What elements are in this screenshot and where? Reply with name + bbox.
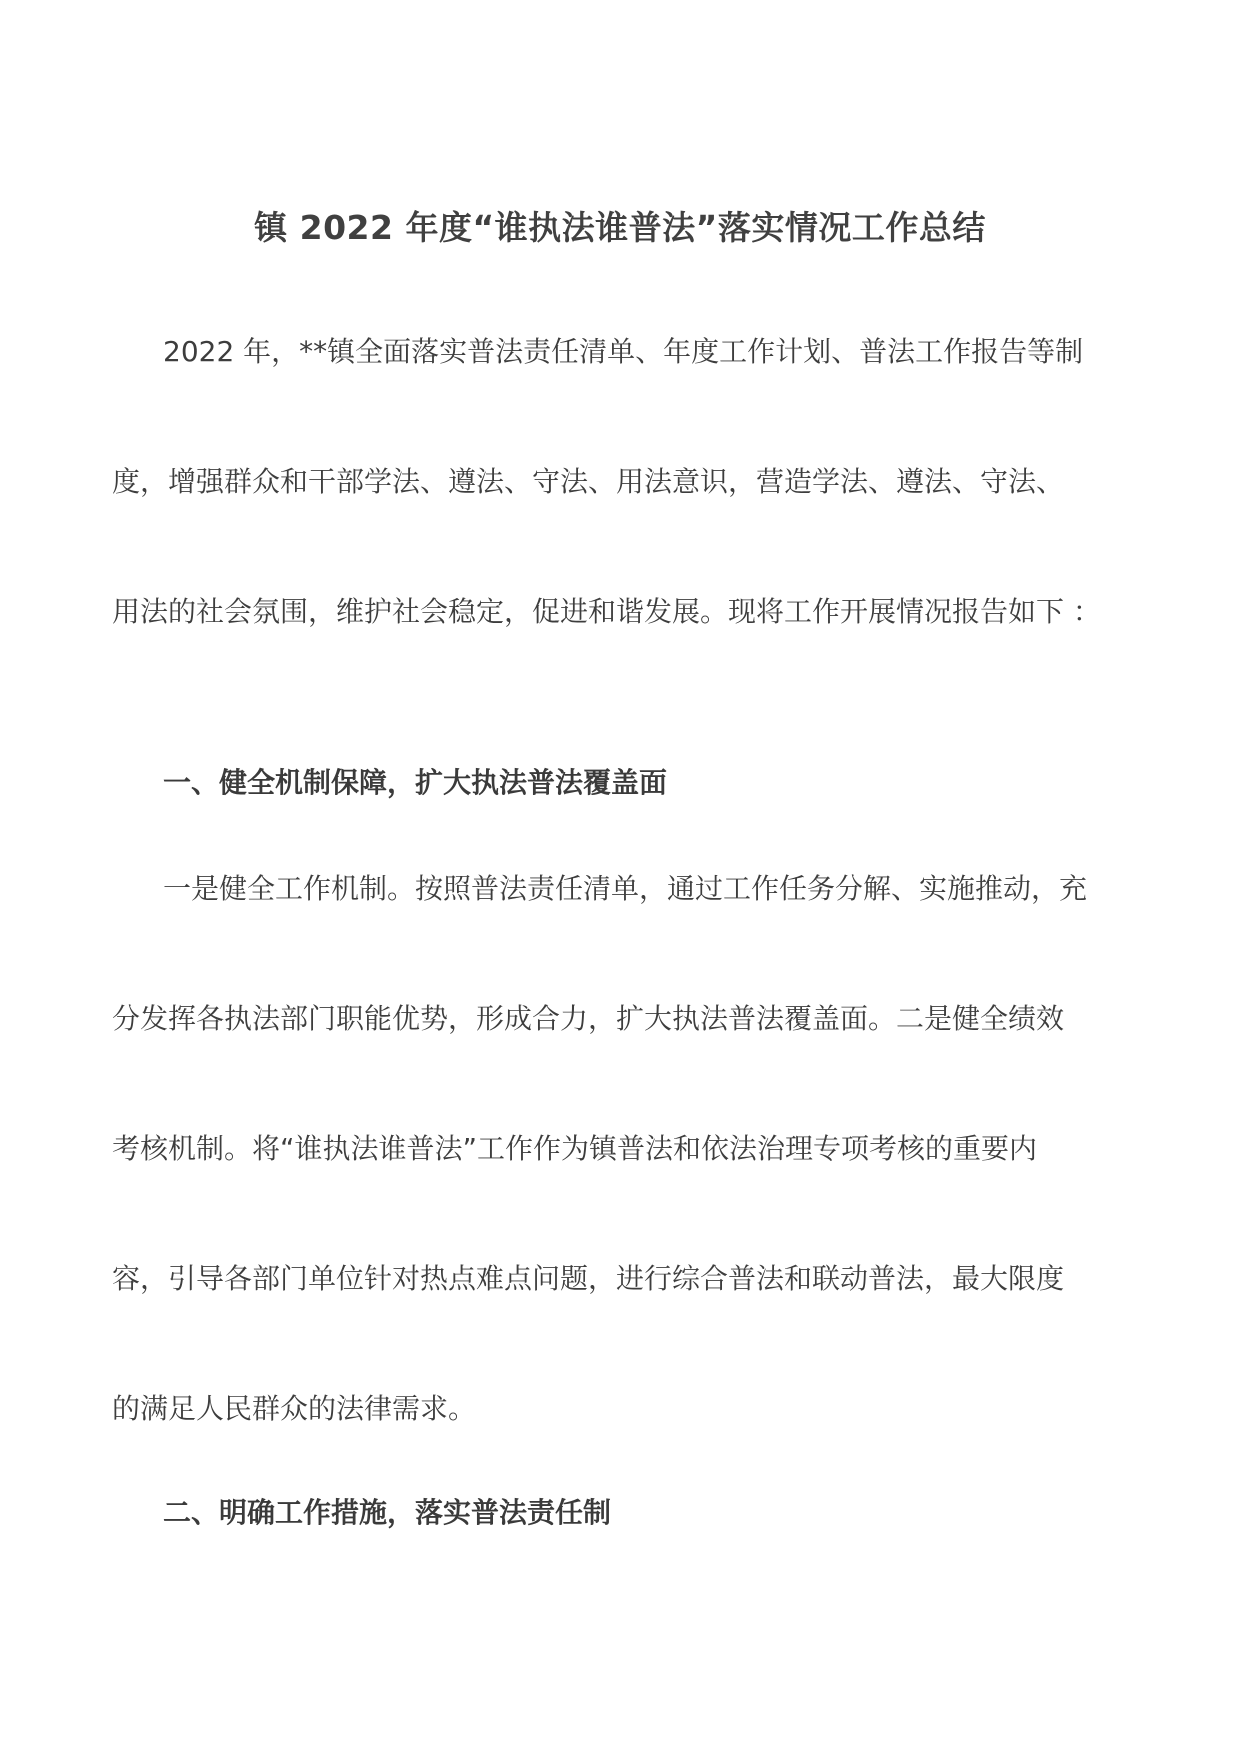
intro-line-1: 2022 年，**镇全面落实普法责任清单、年度工作计划、普法工作报告等制 (163, 335, 1084, 368)
section-1-line-3: 考核机制。将“谁执法谁普法”工作作为镇普法和依法治理专项考核的重要内 (112, 1132, 1038, 1165)
section-1-line-4: 容，引导各部门单位针对热点难点问题，进行综合普法和联动普法，最大限度 (112, 1262, 1065, 1295)
intro-line-2: 度，增强群众和干部学法、遵法、守法、用法意识，营造学法、遵法、守法、 (112, 465, 1065, 498)
section-1-line-1: 一是健全工作机制。按照普法责任清单，通过工作任务分解、实施推动，充 (163, 872, 1088, 905)
section-2-heading: 二、明确工作措施，落实普法责任制 (163, 1496, 612, 1529)
intro-line-3: 用法的社会氛围，维护社会稳定，促进和谐发展。现将工作开展情况报告如下 ： (112, 595, 1101, 628)
document-title: 镇 2022 年度“谁执法谁普法”落实情况工作总结 (254, 208, 986, 247)
section-1-line-2: 分发挥各执法部门职能优势，形成合力，扩大执法普法覆盖面。二是健全绩效 (112, 1002, 1065, 1035)
section-1-heading: 一、健全机制保障，扩大执法普法覆盖面 (163, 766, 668, 799)
section-1-line-5: 的满足人民群众的法律需求。 (112, 1392, 477, 1425)
